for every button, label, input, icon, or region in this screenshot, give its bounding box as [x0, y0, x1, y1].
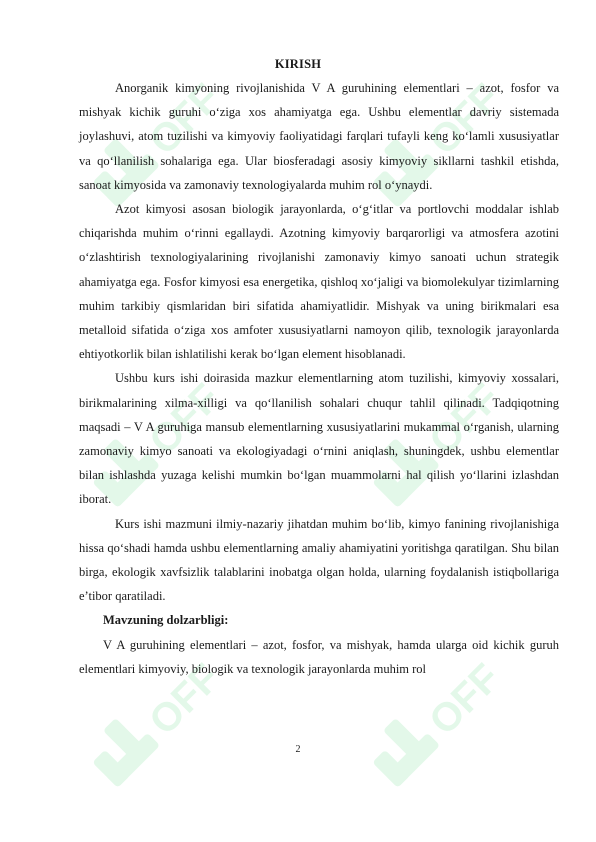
svg-text:OFF: OFF: [141, 655, 229, 744]
paragraph: Ushbu kurs ishi doirasida mazkur elementlarning atom tuzilishi, kimyoviy xossalari, birikmalarining xilma-xilligi va qo‘llanilish sohalari chuqur tahlil qilinadi. Tadqiqotning maqsadi – V A guruhiga mansub elementlarning xususiyatlarini mukammal o‘rganish, ularning zamonaviy kimyo sanoati va ekologiyadagi o‘rnini aniqlash, shuningdek, ushbu elementlar bilan ishlashda yuzaga kelishi mumkin bo‘lgan muammolarni hal qilish yo‘llarini izlashdan iborat.: [79, 371, 559, 507]
page-title: KIRISH: [274, 57, 322, 71]
paragraph: Anorganik kimyoning rivojlanishida V A guruhining elementlari – azot, fosfor va mishyak kichik guruhi o‘ziga xos ahamiyatga ega. Ushbu elementlar davriy sistemada joylashuvi, atom tuzilishi va kimyoviy faoliyatidagi farqlari tufayli keng ko‘lamli xususiyatlar va qo‘llanilish sohalariga ega. Ular biosferadagi asosiy kimyoviy sikllarni tashkil etishda, sanoat kimyosida va zamonaviy texnologiyalarda muhim rol o‘ynaydi.: [79, 81, 559, 192]
svg-text:OFF: OFF: [421, 375, 509, 464]
section-heading: Mavzuning dolzarbligi:: [103, 613, 229, 628]
paragraph: Azot kimyosi asosan biologik jarayonlarda, o‘g‘itlar va portlovchi moddalar ishlab chiqarishda muhim o‘rinni egallaydi. Azotning kimyoviy barqarorligi va atmosfera azotini o‘zlashtirish texnologiyalarining rivojlanishi zamonaviy kimyo sanoati uchun strategik ahamiyatga ega. Fosfor kimyosi esa energetika, qishloq xo‘jaligi va biomolekulyar tizimlarning muhim tarkibiy qismlaridan biri sifatida ahamiyatlidir. Mishyak va uning birikmalari esa metalloid sifatida o‘ziga xos amfoter xususiyatlarni namoyon qilib, texnologik jarayonlarda ehtiyotkorlik bilan ishlatilishi kerak bo‘lgan element hisoblanadi.: [79, 202, 559, 362]
svg-text:OFF: OFF: [141, 75, 229, 164]
page-number: 2: [295, 744, 301, 755]
svg-text:OFF: OFF: [421, 655, 509, 744]
svg-text:OFF: OFF: [421, 75, 509, 164]
svg-text:OFF: OFF: [141, 375, 229, 464]
paragraph: Kurs ishi mazmuni ilmiy-nazariy jihatdan muhim bo‘lib, kimyo fanining rivojlanishiga hissa qo‘shadi hamda ushbu elementlarning amaliy ahamiyatini yoritishga qaratilgan. Shu bilan birga, ekologik xavfsizlik talablarini inobatga olgan holda, ularning foydalanish istiqbollariga e’tibor qaratiladi.: [79, 516, 559, 604]
paragraph: V A guruhining elementlari – azot, fosfor, va mishyak, hamda ularga oid kichik guruh elementlari kimyoviy, biologik va texnologik jarayonlarda muhim rol: [79, 637, 559, 676]
document-body: [79, 76, 559, 681]
